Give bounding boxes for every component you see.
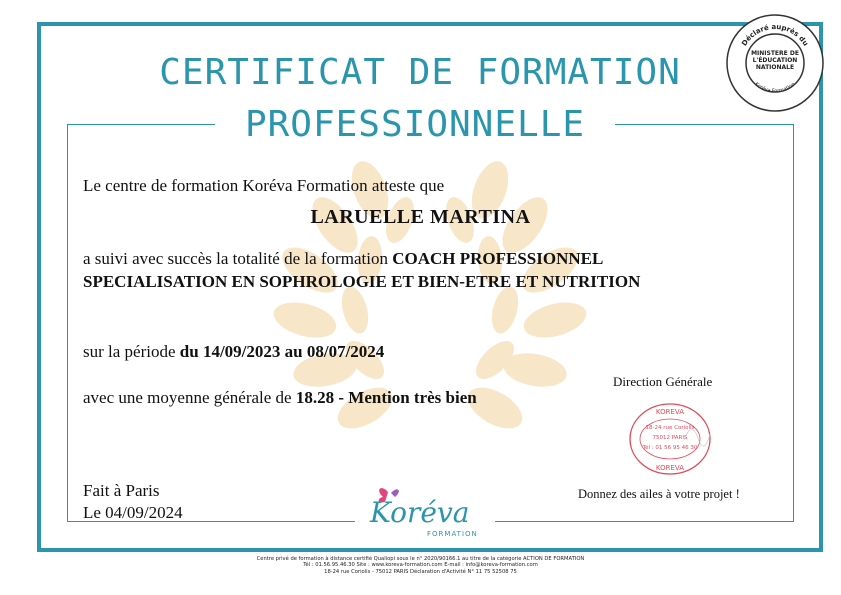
- average-prefix: avec une moyenne générale de: [83, 388, 296, 407]
- period-value: du 14/09/2023 au 08/07/2024: [179, 342, 385, 361]
- average-value: 18.28 - Mention très bien: [295, 388, 477, 407]
- course-title-part2: SPECIALISATION EN SOPHROLOGIE ET BIEN-ETRE ET NUTRITION: [83, 272, 641, 291]
- course-prefix: a suivi avec succès la totalité de la formation: [83, 249, 393, 268]
- motto-text: Donnez des ailes à votre projet !: [578, 487, 740, 501]
- certificate-title-line2: PROFESSIONNELLE: [215, 104, 615, 145]
- intro-text: Le centre de formation Koréva Formation atteste que: [83, 176, 445, 195]
- period-line: [83, 342, 384, 362]
- koreva-logo: [355, 484, 495, 548]
- seal-bottom-text: Koréva Formation: [753, 81, 797, 95]
- signature-role: Direction Générale: [613, 374, 713, 389]
- place-text: Fait à Paris: [83, 481, 160, 500]
- logo-name: Koréva: [370, 496, 470, 529]
- course-title-part1: COACH PROFESSIONNEL: [392, 249, 604, 268]
- footer-line2: Tél : 01.56.95.46.30 Site : www.koreva-formation.com E-mail : info@koreva-formation.com: [303, 562, 538, 569]
- course-line-1: [83, 249, 603, 269]
- signature-stroke: [684, 429, 710, 446]
- ministry-seal: [724, 12, 826, 114]
- period-prefix: sur la période: [83, 342, 180, 361]
- seal-center-text: MINISTÈRE DE L'ÉDUCATION NATIONALE: [751, 50, 799, 71]
- date-text: Le 04/09/2024: [83, 503, 183, 522]
- stamp-line3: Tél : 01 56 95 46 30: [642, 445, 698, 451]
- footer-line3: 18-24 rue Coriolis - 75012 PARIS Déclaration d'Activité N° 11 75 52508 75: [324, 568, 517, 575]
- company-stamp: [626, 400, 714, 478]
- recipient-name: LARUELLE MARTINA: [310, 206, 531, 228]
- logo-tagline: FORMATION: [427, 530, 478, 538]
- stamp-line2: 75012 PARIS: [652, 435, 688, 441]
- footer-line1: Centre privé de formation à distance certifié Qualiopi sous le n° 2020/90166.1 au titre de la catégorie ACTION DE FORMATION: [256, 556, 585, 562]
- footer-legal: [0, 556, 841, 575]
- seal-top-text: Déclaré auprès du: [740, 22, 810, 48]
- stamp-top: KOREVA: [655, 408, 685, 416]
- certificate-title-line1: CERTIFICAT DE FORMATION: [159, 52, 681, 93]
- stamp-line1: 18-24 rue Coriolis: [645, 425, 695, 431]
- stamp-bottom: KOREVA: [655, 464, 685, 472]
- average-line: [83, 388, 477, 408]
